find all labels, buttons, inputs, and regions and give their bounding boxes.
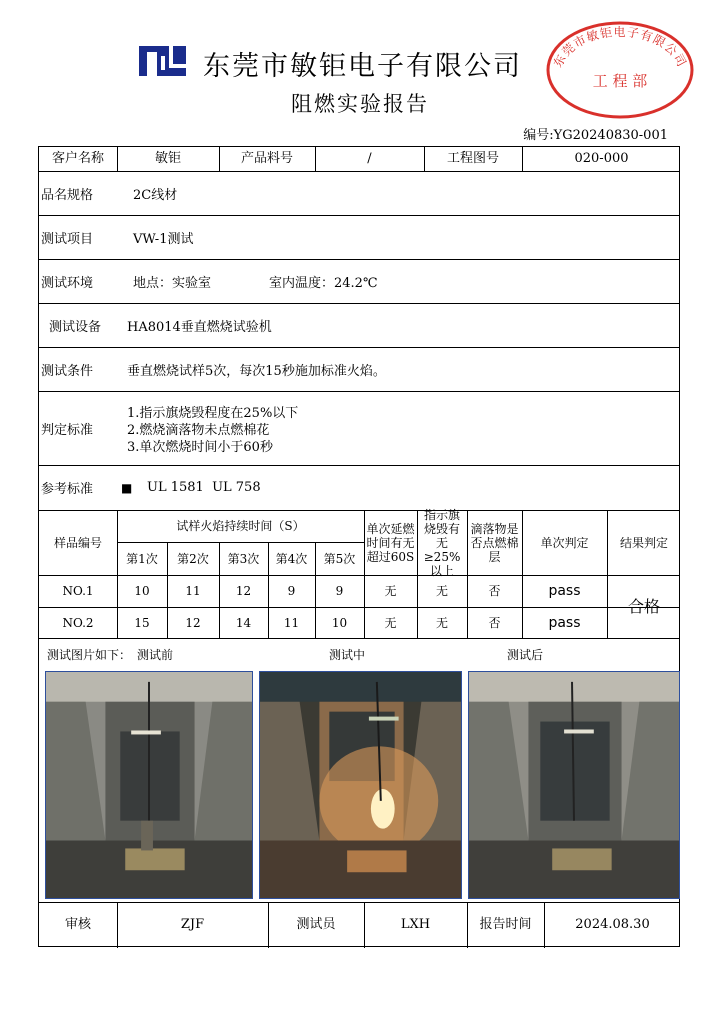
photo-caption-after: 测试后 <box>507 647 544 662</box>
drawing-value: 020-000 <box>574 151 629 166</box>
flame-time: 14 <box>235 615 252 630</box>
env-label: 测试环境 <box>41 275 94 291</box>
cond-label: 测试条件 <box>41 363 94 379</box>
drawing-label: 工程图号 <box>446 151 499 166</box>
spec-label: 品名规格 <box>41 187 94 203</box>
criteria-item: 3.单次燃烧时间小于60秒 <box>127 439 273 455</box>
flame-time: 15 <box>134 615 150 630</box>
photo-before <box>45 671 253 899</box>
date-value: 2024.08.30 <box>575 917 650 932</box>
delay-value: 无 <box>384 615 397 630</box>
flame-time: 12 <box>235 584 252 598</box>
sample-id: NO.2 <box>62 615 94 630</box>
ref-label: 参考标准 <box>41 482 94 497</box>
flame-time: 11 <box>185 584 201 598</box>
flame-time: 10 <box>331 615 348 630</box>
company-name: 东莞市敏钜电子有限公司 <box>203 51 522 82</box>
company-stamp-seal <box>544 20 696 120</box>
reviewer-value: ZJF <box>180 917 205 932</box>
drip-value: 否 <box>488 584 501 598</box>
stamp-dept: 工 程 部 <box>592 72 648 90</box>
final-result: 合格 <box>627 596 660 616</box>
sample-header: 样品编号 <box>53 535 102 550</box>
equip-value: HA8014垂直燃烧试验机 <box>127 319 272 335</box>
ref-checkbox-icon: ■ <box>121 480 133 495</box>
part-label: 产品料号 <box>240 151 293 166</box>
round-header: 第3次 <box>227 551 260 566</box>
flag-value: 无 <box>435 615 448 630</box>
single-header: 单次判定 <box>540 535 589 550</box>
ref-value: UL 1581 UL 758 <box>147 480 261 495</box>
item-value: VW-1测试 <box>133 231 194 247</box>
photo-intro: 测试图片如下： <box>47 647 132 662</box>
delay-header: 单次延燃时间有无超过60S <box>366 521 415 564</box>
tester-label: 测试员 <box>296 917 336 932</box>
flame-time: 11 <box>283 615 300 630</box>
flame-time: 9 <box>287 584 296 598</box>
report-title: 阻燃实验报告 <box>291 92 429 116</box>
flag-header: 指示旗烧毁有无≥25%以上 <box>423 507 461 578</box>
spec-value: 2C线材 <box>133 187 178 203</box>
review-label: 审核 <box>64 917 91 932</box>
customer-value: 敏钜 <box>154 151 181 166</box>
cond-value: 垂直燃烧试样5次，每次15秒施加标准火焰。 <box>127 363 386 379</box>
drip-header: 滴落物是否点燃棉层 <box>470 521 519 564</box>
company-logo-icon <box>139 46 186 76</box>
round-header: 第1次 <box>126 551 158 566</box>
date-label: 报告时间 <box>479 917 532 932</box>
photo-during <box>259 671 462 899</box>
tester-value: LXH <box>400 917 431 932</box>
photo-caption-during: 测试中 <box>329 647 366 662</box>
criteria-item: 1.指示旗烧毁程度在25%以下 <box>127 405 299 421</box>
criteria-label: 判定标准 <box>41 422 94 438</box>
svg-text:东莞市敏钜电子有限公司 <box>551 24 689 70</box>
flame-time: 10 <box>134 584 150 598</box>
flame-time: 12 <box>185 615 201 630</box>
round-header: 第5次 <box>323 551 356 566</box>
round-header: 第2次 <box>177 551 209 566</box>
drip-value: 否 <box>488 615 501 630</box>
part-value: / <box>367 151 372 166</box>
flame-header: 试样火焰持续时间（S） <box>176 519 305 533</box>
document-number: 编号:YG20240830-001 <box>523 128 668 143</box>
single-result: pass <box>548 583 581 599</box>
photo-caption-before: 测试前 <box>137 647 174 662</box>
customer-label: 客户名称 <box>51 151 104 166</box>
sample-id: NO.1 <box>62 584 94 598</box>
criteria-item: 2.燃烧滴落物未点燃棉花 <box>127 422 270 438</box>
delay-value: 无 <box>384 584 397 598</box>
final-header: 结果判定 <box>619 535 668 550</box>
env-place: 地点：实验室 <box>133 275 212 291</box>
item-label: 测试项目 <box>41 231 94 247</box>
round-header: 第4次 <box>275 551 308 566</box>
flag-value: 无 <box>435 584 448 598</box>
env-temp: 室内温度：24.2℃ <box>269 275 378 291</box>
photo-after <box>468 671 680 899</box>
flame-time: 9 <box>335 584 344 598</box>
report-table <box>38 146 680 947</box>
equip-label: 测试设备 <box>49 319 102 335</box>
stamp-text: 东莞市敏钜电子有限公司 <box>550 24 690 70</box>
single-result: pass <box>548 614 581 631</box>
